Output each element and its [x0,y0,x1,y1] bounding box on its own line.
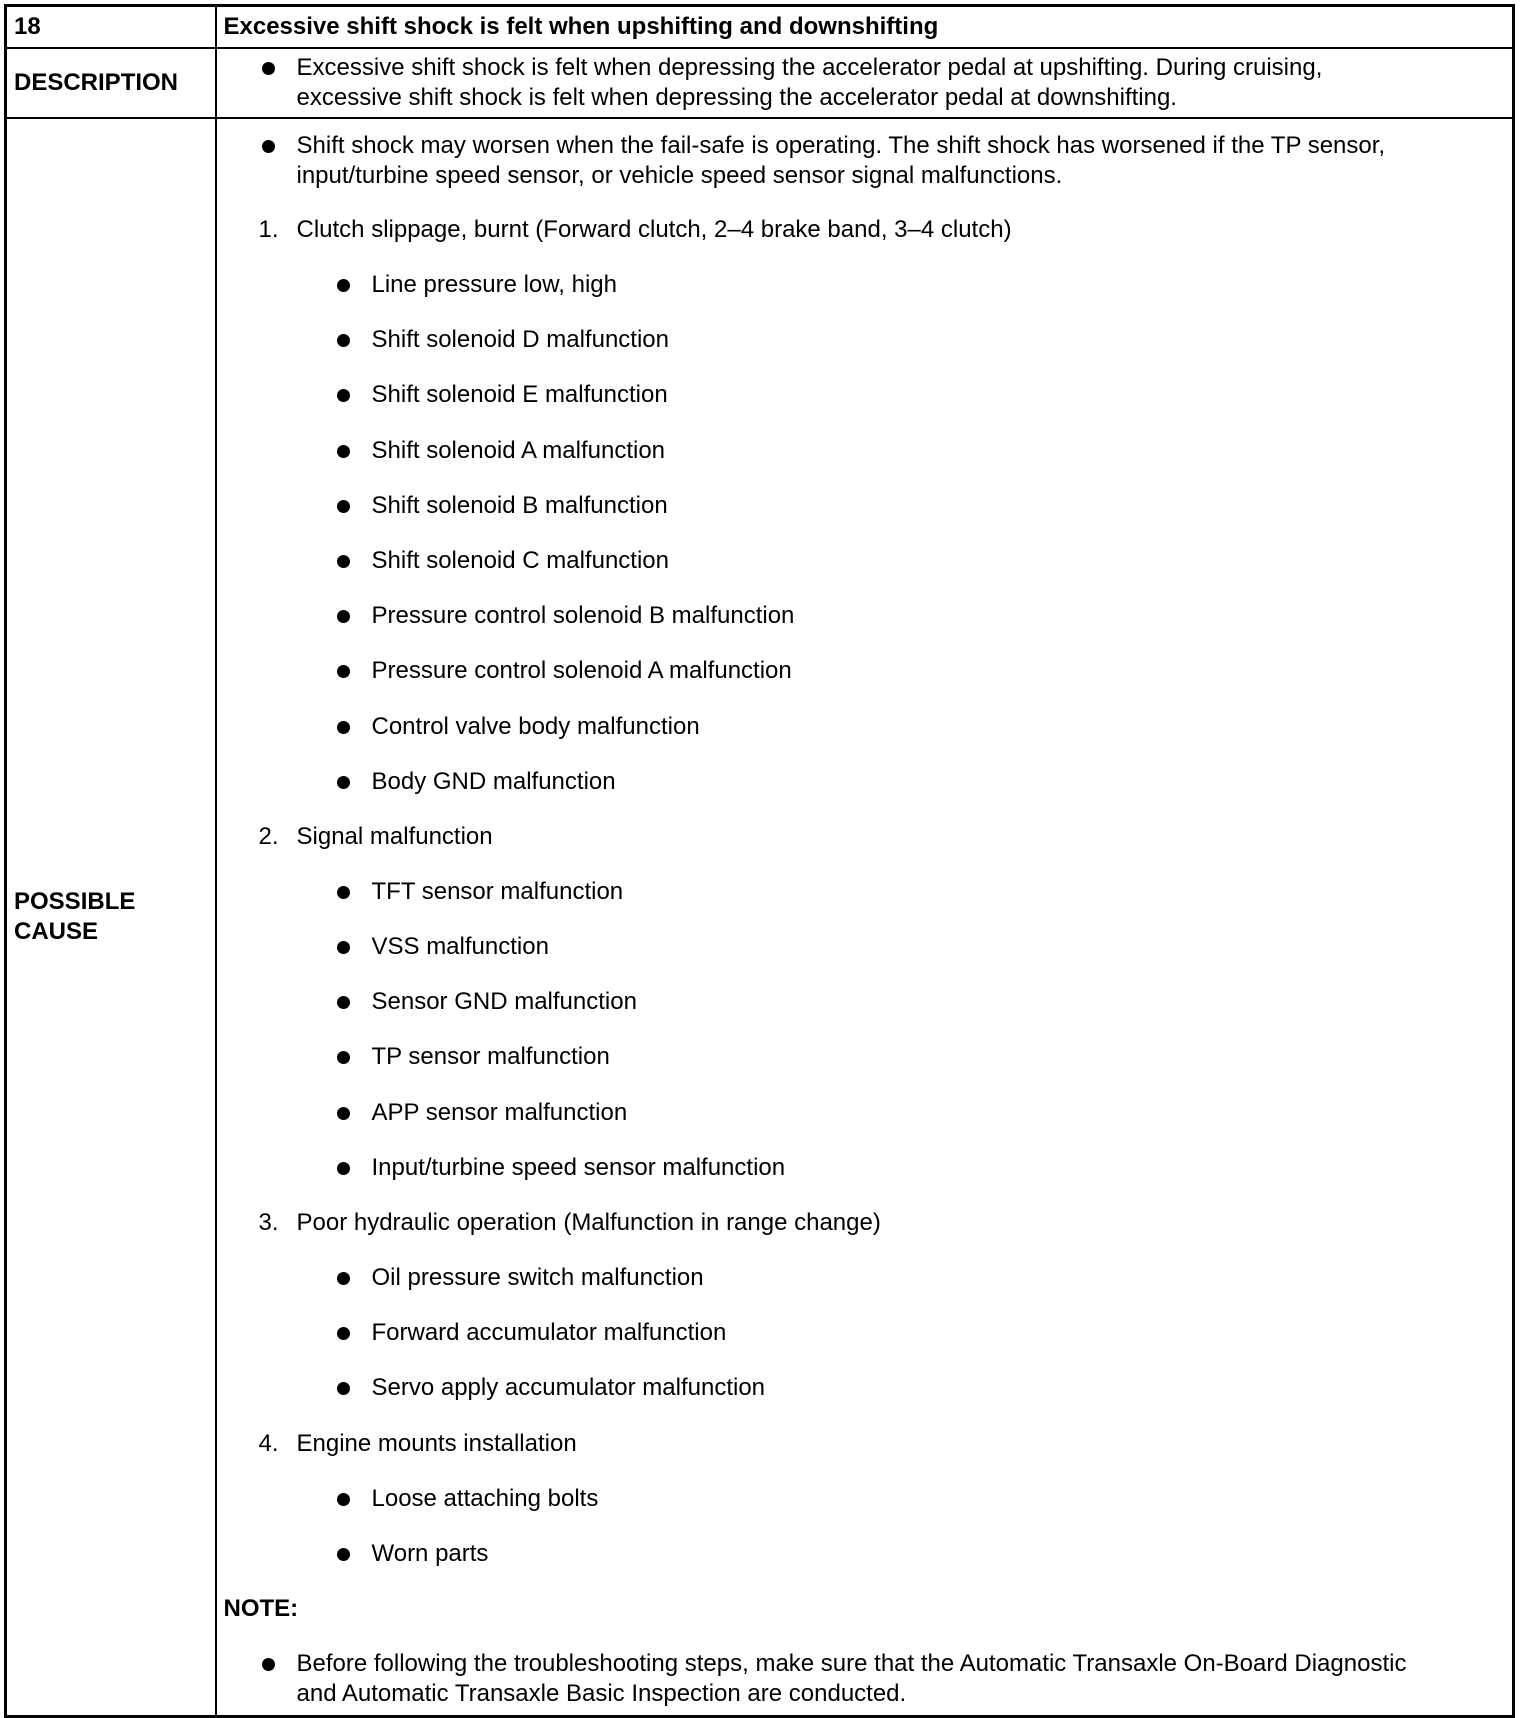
cause-item-text: Pressure control solenoid A malfunction [371,657,792,685]
cause-item-text: Pressure control solenoid B malfunction [371,602,795,630]
note-line: Before following the troubleshooting steps, make sure that the Automatic Transaxle On-Board Diagnostic [296,1649,1407,1677]
bullet-icon [337,1382,350,1395]
cause-item-text: Forward accumulator malfunction [371,1319,727,1347]
description-line: excessive shift shock is felt when depressing the accelerator pedal at downshifting. [296,84,1177,111]
cause-item [217,380,1513,410]
cause-intro-line: Shift shock may worsen when the fail-safe is operating. The shift shock has worsened if the TP sensor, [296,132,1386,159]
cause-item [217,712,1513,742]
cause-item [217,656,1513,686]
cause-item-text: Oil pressure switch malfunction [371,1264,704,1291]
item-number: 18 [6,6,216,49]
cause-item [217,1539,1513,1569]
troubleshooting-table [4,4,1515,1718]
cause-item-text: Sensor GND malfunction [371,988,637,1016]
cause-item-text: Shift solenoid A malfunction [371,436,666,464]
bullet-icon [337,721,350,734]
bullet-icon [262,1658,275,1671]
bullet-icon [337,334,350,347]
cause-item [217,491,1513,521]
bullet-icon [337,1107,350,1120]
description-line: Excessive shift shock is felt when depressing the accelerator pedal at upshifting. During cruising, [296,54,1323,81]
cause-group-number: 2. [258,822,279,850]
description-bullet [217,53,1513,113]
cause-item [217,1373,1513,1403]
note-bullet [217,1649,1513,1709]
cause-item [217,877,1513,907]
bullet-icon [337,445,350,458]
cause-item [217,1153,1513,1183]
cause-item-text: TP sensor malfunction [371,1043,610,1071]
bullet-icon [337,776,350,789]
bullet-icon [337,1051,350,1064]
bullet-icon [337,1162,350,1175]
bullet-icon [337,996,350,1009]
header-row [6,6,1514,49]
cause-group-2 [217,822,1513,852]
note-line: and Automatic Transaxle Basic Inspection are conducted. [296,1679,907,1707]
possible-cause-label-line: CAUSE [14,917,99,945]
cause-item [217,325,1513,355]
bullet-icon [337,389,350,402]
cause-item [217,546,1513,576]
cause-item [217,987,1513,1017]
bullet-icon [337,500,350,513]
cause-group-title: Clutch slippage, burnt (Forward clutch, 2–4 brake band, 3–4 clutch) [296,216,1012,243]
cause-group-4 [217,1429,1513,1459]
description-row [6,48,1514,118]
bullet-icon [337,665,350,678]
bullet-icon [337,279,350,292]
cause-group-title: Signal malfunction [296,822,493,850]
cause-item-text: Body GND malfunction [371,767,616,795]
cause-item [217,932,1513,962]
cause-group-number: 1. [258,216,279,243]
cause-item-text: Servo apply accumulator malfunction [371,1374,766,1402]
cause-item [217,1042,1513,1072]
cause-item-text: APP sensor malfunction [371,1098,628,1126]
symptom-title: Excessive shift shock is felt when upshifting and downshifting [216,6,1514,49]
note-label: NOTE: [223,1594,299,1622]
bullet-icon [337,555,350,568]
bullet-icon [262,140,275,153]
cause-item [217,767,1513,797]
possible-cause-label [6,118,216,1716]
bullet-icon [337,1548,350,1561]
bullet-icon [337,1272,350,1285]
bullet-icon [337,610,350,623]
cause-item [217,1263,1513,1293]
bullet-icon [262,62,275,75]
description-content [216,48,1514,118]
cause-item [217,1484,1513,1514]
cause-item-text: Shift solenoid E malfunction [371,381,668,409]
cause-group-3 [217,1208,1513,1238]
cause-item-text: TFT sensor malfunction [371,877,624,905]
bullet-icon [337,886,350,899]
cause-item-text: Input/turbine speed sensor malfunction [371,1153,786,1181]
cause-item-text: Line pressure low, high [371,271,617,298]
cause-intro-bullet [217,131,1513,191]
bullet-icon [337,1327,350,1340]
bullet-icon [337,1493,350,1506]
cause-item-text: Worn parts [371,1539,489,1567]
possible-cause-row [6,118,1514,1716]
cause-group-title: Engine mounts installation [296,1429,577,1457]
cause-group-number: 4. [258,1429,279,1457]
cause-item [217,1098,1513,1128]
description-label: DESCRIPTION [6,48,216,118]
cause-item-text: Shift solenoid D malfunction [371,326,669,354]
possible-cause-label-line: POSSIBLE [14,887,136,915]
possible-cause-content [216,118,1514,1716]
cause-group-title: Poor hydraulic operation (Malfunction in range change) [296,1209,881,1236]
cause-item-text: Control valve body malfunction [371,712,700,740]
cause-item [217,601,1513,631]
cause-group-number: 3. [258,1209,279,1236]
cause-item-text: Loose attaching bolts [371,1484,599,1512]
cause-intro-line: input/turbine speed sensor, or vehicle speed sensor signal malfunctions. [296,162,1063,189]
cause-item-text: VSS malfunction [371,933,549,961]
cause-item [217,270,1513,300]
cause-item [217,436,1513,466]
cause-item [217,1318,1513,1348]
cause-group-1 [217,215,1513,245]
cause-item-text: Shift solenoid B malfunction [371,491,668,519]
bullet-icon [337,941,350,954]
cause-item-text: Shift solenoid C malfunction [371,546,669,574]
